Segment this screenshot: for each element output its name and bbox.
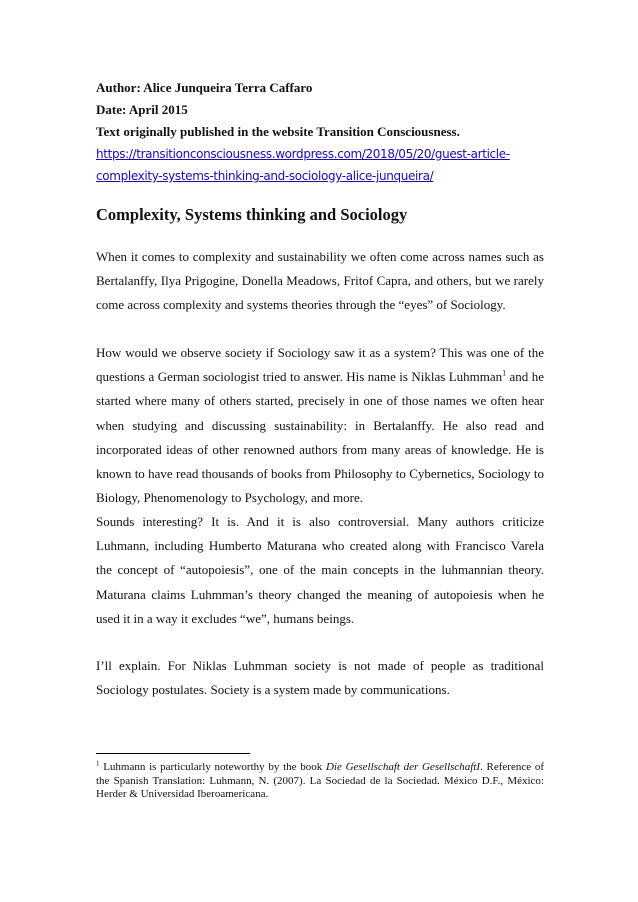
date-line: Date: April 2015 xyxy=(96,102,188,117)
paragraph-1: When it comes to complexity and sustainability we often come across names such as Bertalanffy, Ilya Prigogine, Donella Meadows, Fritof Capra, and others, but we rarely come across complexity and systems theories through the “eyes” of Sociology. xyxy=(96,249,544,313)
author-line: Author: Alice Junqueira Terra Caffaro xyxy=(96,80,313,95)
paragraph-2-text-a: How would we observe society if Sociology saw it as a system? This was one of the questions a German sociologist tried to answer. His name is Niklas Luhmman xyxy=(96,345,544,385)
footnote-reference[interactable]: 1 xyxy=(502,368,507,378)
published-line: Text originally published in the website Transition Consciousness. xyxy=(96,124,460,139)
source-link-line2[interactable]: complexity-systems-thinking-and-sociology-alice-junqueira/ xyxy=(96,169,434,183)
footnote-text-b: . Reference of the Spanish Translation: Luhmann, N. (2007). La Sociedad de la Sociedad. México D.F., México: Herder & Universidad Iberoamericana. xyxy=(96,761,544,801)
footnote-text-a: Luhmann is particularly noteworthy by the book xyxy=(99,761,326,773)
paragraph-2-text-b: and he started where many of others started, precisely in one of those names we often hear when studying and discussing sustainability: in Bertalanffy. He also read and incorporated ideas of other renowned authors from many areas of knowledge. He is known to have read thousands of books from Philosophy to Cybernetics, Sociology to Biology, Phenomenology to Psychology, and more. xyxy=(96,369,544,506)
paragraph-2 xyxy=(96,341,544,510)
paragraph-4: I’ll explain. For Niklas Luhmman society is not made of people as traditional Sociology postulates. Society is a system made by communications. xyxy=(96,658,544,698)
footnote-marker: 1 xyxy=(96,759,100,768)
article-title: Complexity, Systems thinking and Sociology xyxy=(96,205,408,224)
paragraph-3: Sounds interesting? It is. And it is also controversial. Many authors criticize Luhmann, including Humberto Maturana who created along with Francisco Varela the concept of “autopoiesis”, one of the main concepts in the luhmannian theory. Maturana claims Luhmman’s theory changed the meaning of autopoiesis when he used it in a way it excludes “we”, humans beings. xyxy=(96,514,544,626)
footnote xyxy=(96,761,544,802)
footnote-book-title: Die Gesellschaft der GesellschaftI xyxy=(325,761,481,773)
footnote-divider xyxy=(96,753,250,754)
source-link-line1[interactable]: https://transitionconsciousness.wordpress.com/2018/05/20/guest-article- xyxy=(96,147,510,161)
